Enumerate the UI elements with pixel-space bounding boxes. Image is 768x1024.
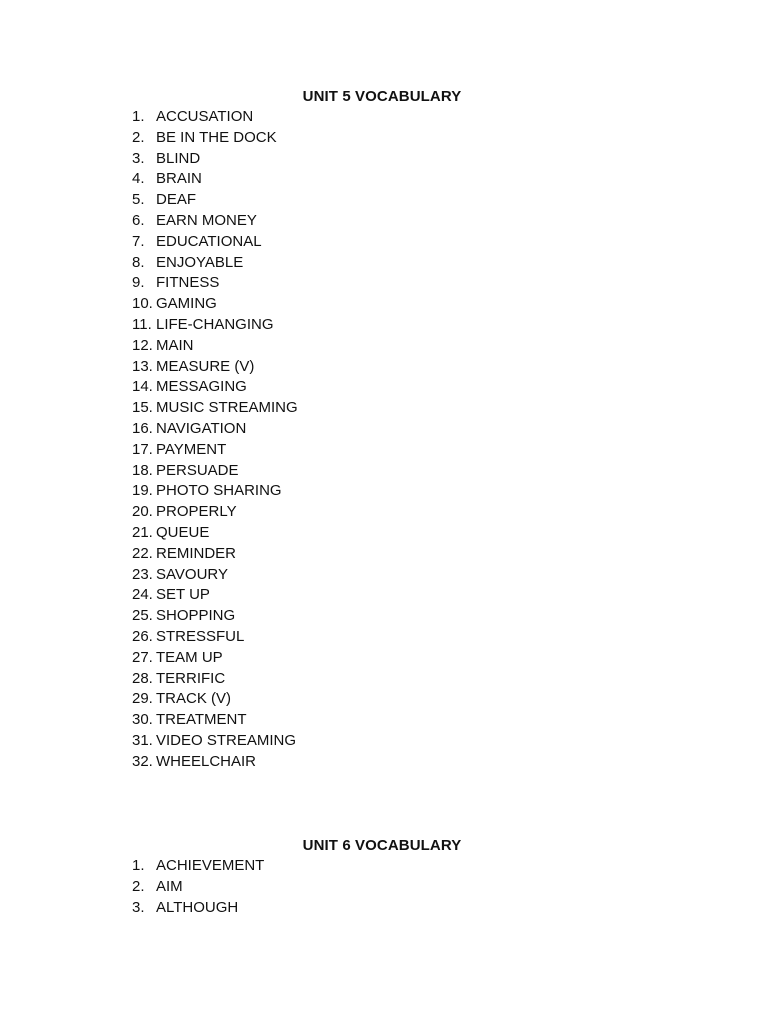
- vocab-list-item: [132, 190, 632, 211]
- vocab-list-item: [132, 253, 632, 274]
- vocab-list-item: [132, 481, 632, 502]
- vocab-list-item: [132, 648, 632, 669]
- vocab-list-item: [132, 710, 632, 731]
- vocab-list-item: [132, 502, 632, 523]
- vocab-item-number: 28.: [132, 669, 153, 687]
- vocab-item-word: SET UP: [156, 586, 210, 604]
- vocab-item-word: REMINDER: [156, 544, 237, 562]
- vocab-list-item: [132, 419, 632, 440]
- vocab-list-item: [132, 149, 632, 170]
- vocab-list-item: [132, 565, 632, 586]
- vocab-item-number: 1.: [132, 857, 145, 874]
- vocab-item-number: 6.: [132, 211, 145, 229]
- vocab-item-word: ACCUSATION: [156, 108, 254, 125]
- vocab-item-number: 26.: [132, 627, 153, 645]
- vocab-list-item: [132, 877, 632, 898]
- vocab-item-number: 9.: [132, 274, 145, 292]
- vocab-item-word: ENJOYABLE: [156, 253, 244, 271]
- vocab-item-number: 4.: [132, 170, 145, 188]
- vocab-list-item: [132, 169, 632, 190]
- vocab-item-word: BE IN THE DOCK: [156, 128, 277, 146]
- vocab-item-number: 3.: [132, 149, 145, 167]
- vocab-item-number: 10.: [132, 295, 153, 313]
- vocab-item-number: 5.: [132, 191, 145, 209]
- vocab-item-number: 22.: [132, 544, 153, 562]
- vocab-item-number: 24.: [132, 586, 153, 604]
- vocab-item-number: 27.: [132, 648, 153, 666]
- vocab-item-number: 7.: [132, 232, 145, 250]
- unit-6-vocab-list: [132, 856, 632, 918]
- vocab-item-word: BLIND: [156, 149, 201, 167]
- vocab-list-item: [132, 211, 632, 232]
- vocab-list-item: [132, 669, 632, 690]
- vocab-item-word: AIM: [156, 877, 183, 895]
- vocab-item-word: PHOTO SHARING: [156, 482, 282, 500]
- vocab-item-word: MESSAGING: [156, 378, 247, 396]
- vocab-item-word: PROPERLY: [156, 503, 237, 521]
- vocab-item-number: 11.: [132, 315, 152, 333]
- vocab-item-word: PERSUADE: [156, 461, 239, 479]
- vocab-item-word: TERRIFIC: [156, 669, 226, 687]
- vocab-item-number: 31.: [132, 731, 153, 749]
- vocab-item-word: SHOPPING: [156, 607, 236, 625]
- vocab-item-number: 12.: [132, 336, 153, 354]
- vocab-item-number: 29.: [132, 690, 153, 708]
- vocab-list-item: [132, 752, 632, 773]
- vocab-item-word: PAYMENT: [156, 440, 227, 458]
- vocab-list-item: [132, 606, 632, 627]
- vocab-item-word: GAMING: [156, 295, 217, 313]
- vocab-item-word: ACHIEVEMENT: [156, 857, 265, 874]
- vocab-item-word: VIDEO STREAMING: [156, 731, 297, 749]
- vocab-list-item: [132, 336, 632, 357]
- vocab-list-item: [132, 128, 632, 149]
- vocab-item-word: TREATMENT: [156, 711, 247, 729]
- vocab-item-number: 8.: [132, 253, 145, 271]
- vocab-item-word: MEASURE (V): [156, 357, 255, 375]
- vocab-item-word: TRACK (V): [156, 690, 231, 708]
- vocab-item-word: LIFE-CHANGING: [156, 315, 274, 333]
- vocab-list-item: [132, 273, 632, 294]
- vocab-item-word: FITNESS: [156, 274, 220, 292]
- vocab-item-word: EARN MONEY: [156, 211, 257, 229]
- vocab-list-item: [132, 523, 632, 544]
- vocab-item-word: ALTHOUGH: [156, 898, 239, 916]
- vocab-item-word: BRAIN: [156, 170, 202, 188]
- vocab-list-item: [132, 544, 632, 565]
- vocab-item-word: TEAM UP: [156, 648, 223, 666]
- vocab-list-item: [132, 898, 632, 919]
- unit-6-heading: UNIT 6 VOCABULARY: [302, 837, 462, 854]
- vocab-item-number: 1.: [132, 108, 145, 125]
- vocab-list-item: [132, 585, 632, 606]
- vocab-list-item: [132, 440, 632, 461]
- vocab-item-number: 2.: [132, 128, 145, 146]
- vocab-list-item: [132, 377, 632, 398]
- vocab-item-number: 20.: [132, 503, 153, 521]
- vocab-item-number: 2.: [132, 877, 145, 895]
- vocab-item-word: STRESSFUL: [156, 627, 245, 645]
- unit-5-heading: UNIT 5 VOCABULARY: [302, 88, 462, 105]
- vocab-item-number: 19.: [132, 482, 153, 500]
- vocab-item-number: 21.: [132, 523, 153, 541]
- vocab-item-word: QUEUE: [156, 523, 210, 541]
- vocab-list-item: [132, 461, 632, 482]
- vocab-item-number: 17.: [132, 440, 153, 458]
- vocab-item-number: 18.: [132, 461, 153, 479]
- vocab-item-number: 3.: [132, 898, 145, 916]
- vocab-item-word: SAVOURY: [156, 565, 228, 583]
- vocab-list-item: [132, 689, 632, 710]
- vocab-item-word: MAIN: [156, 336, 194, 354]
- vocab-list-item: [132, 294, 632, 315]
- vocab-item-number: 14.: [132, 378, 153, 396]
- vocab-item-word: MUSIC STREAMING: [156, 399, 298, 417]
- vocab-list-item: [132, 232, 632, 253]
- vocab-list-item: [132, 398, 632, 419]
- vocab-item-number: 23.: [132, 565, 153, 583]
- vocab-item-number: 13.: [132, 357, 153, 375]
- unit-5-section: [132, 86, 632, 773]
- vocab-list-item: [132, 627, 632, 648]
- vocab-item-word: NAVIGATION: [156, 419, 247, 437]
- vocab-item-word: DEAF: [156, 191, 197, 209]
- vocab-list-item: [132, 315, 632, 336]
- vocab-item-word: EDUCATIONAL: [156, 232, 262, 250]
- vocab-item-number: 15.: [132, 399, 153, 417]
- vocab-item-number: 32.: [132, 752, 153, 770]
- unit-5-vocab-list: [132, 107, 632, 773]
- vocab-item-number: 30.: [132, 711, 153, 729]
- vocab-item-number: 25.: [132, 607, 153, 625]
- vocab-list-item: [132, 856, 632, 877]
- vocab-list-item: [132, 731, 632, 752]
- vocab-item-word: WHEELCHAIR: [156, 752, 257, 770]
- vocab-item-number: 16.: [132, 419, 153, 437]
- unit-6-section: [132, 835, 632, 918]
- vocab-list-item: [132, 107, 632, 128]
- vocab-list-item: [132, 357, 632, 378]
